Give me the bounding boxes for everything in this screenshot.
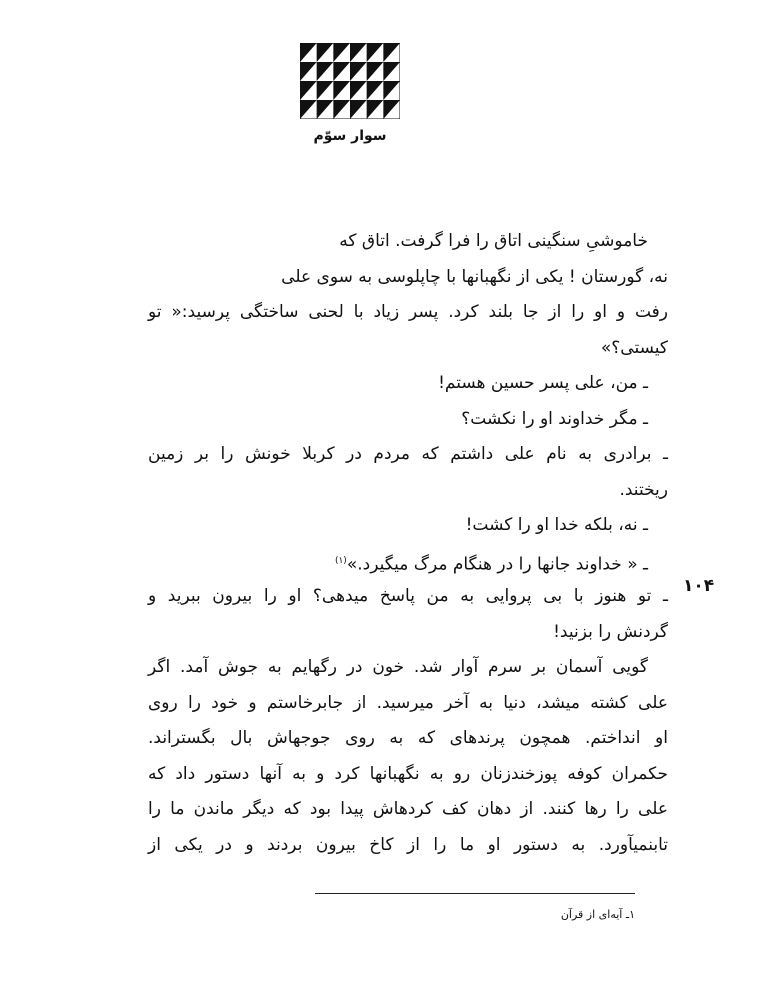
footnote-marker: (۱)	[334, 555, 347, 566]
chapter-title: سوار سوّم	[313, 128, 387, 144]
page-number: ۱۰۴	[683, 576, 715, 596]
triangle-pattern-ornament-icon	[300, 43, 400, 119]
text-line: نه، گورستان ! یکی از نگهبانها با چاپلوسی به سوی علی	[281, 266, 668, 287]
text-line: او انداختم. همچون پرندهای که به روی جوجهاش بال بگستراند.	[148, 728, 668, 748]
text-line: ـ من، علی پسر حسین هستم!	[438, 373, 648, 393]
footnote: ۱ـ آیه‌ای از قرآن	[560, 908, 635, 921]
body-text	[148, 224, 668, 863]
text-line: کیستی؟»	[600, 337, 668, 358]
footnote-divider	[315, 893, 635, 894]
text-line: علی کشته میشد، دنیا به آخر میرسید. از جابرخاستم و خود را روی	[148, 692, 668, 713]
text-line: خاموشیِ سنگینی اتاق را فرا گرفت. اتاق که	[339, 231, 648, 251]
quote-text: ـ « خداوند جانها را در هنگام مرگ میگیرد.»	[346, 554, 648, 575]
text-line: گردنش را بزنید!	[553, 621, 668, 642]
text-line: حکمران کوفه پوزخندزنان رو به نگهبانها کرد و به آنها دستور داد که	[148, 763, 668, 784]
text-line: ـ تو هنوز با بی پروایی به من پاسخ میدهی؟ او را بیرون ببرید و	[148, 586, 668, 606]
text-line: علی را رها کنند. از دهان کف کردهاش پیدا بود که دیگر ماندن ما را	[148, 799, 668, 819]
text-line: ـ مگر خداوند او را نکشت؟	[461, 408, 648, 429]
text-line	[148, 544, 668, 580]
text-line: گویی آسمان بر سرم آوار شد. خون در رگهایم به جوش آمد. اگر	[148, 657, 648, 677]
text-line: رفت و او را از جا بلند کرد. پسر زیاد با لحنی ساختگی پرسید:« تو	[148, 302, 668, 322]
text-line: ـ نه، بلکه خدا او را کشت!	[465, 515, 648, 535]
text-line: ـ برادری به نام علی داشتم که مردم در کربلا خونش را بر زمین	[148, 444, 668, 464]
text-line: ریختند.	[619, 479, 668, 500]
text-line: تابنمیآورد. به دستور او ما را از کاخ بیرون بردند و در یکی از	[148, 834, 668, 855]
